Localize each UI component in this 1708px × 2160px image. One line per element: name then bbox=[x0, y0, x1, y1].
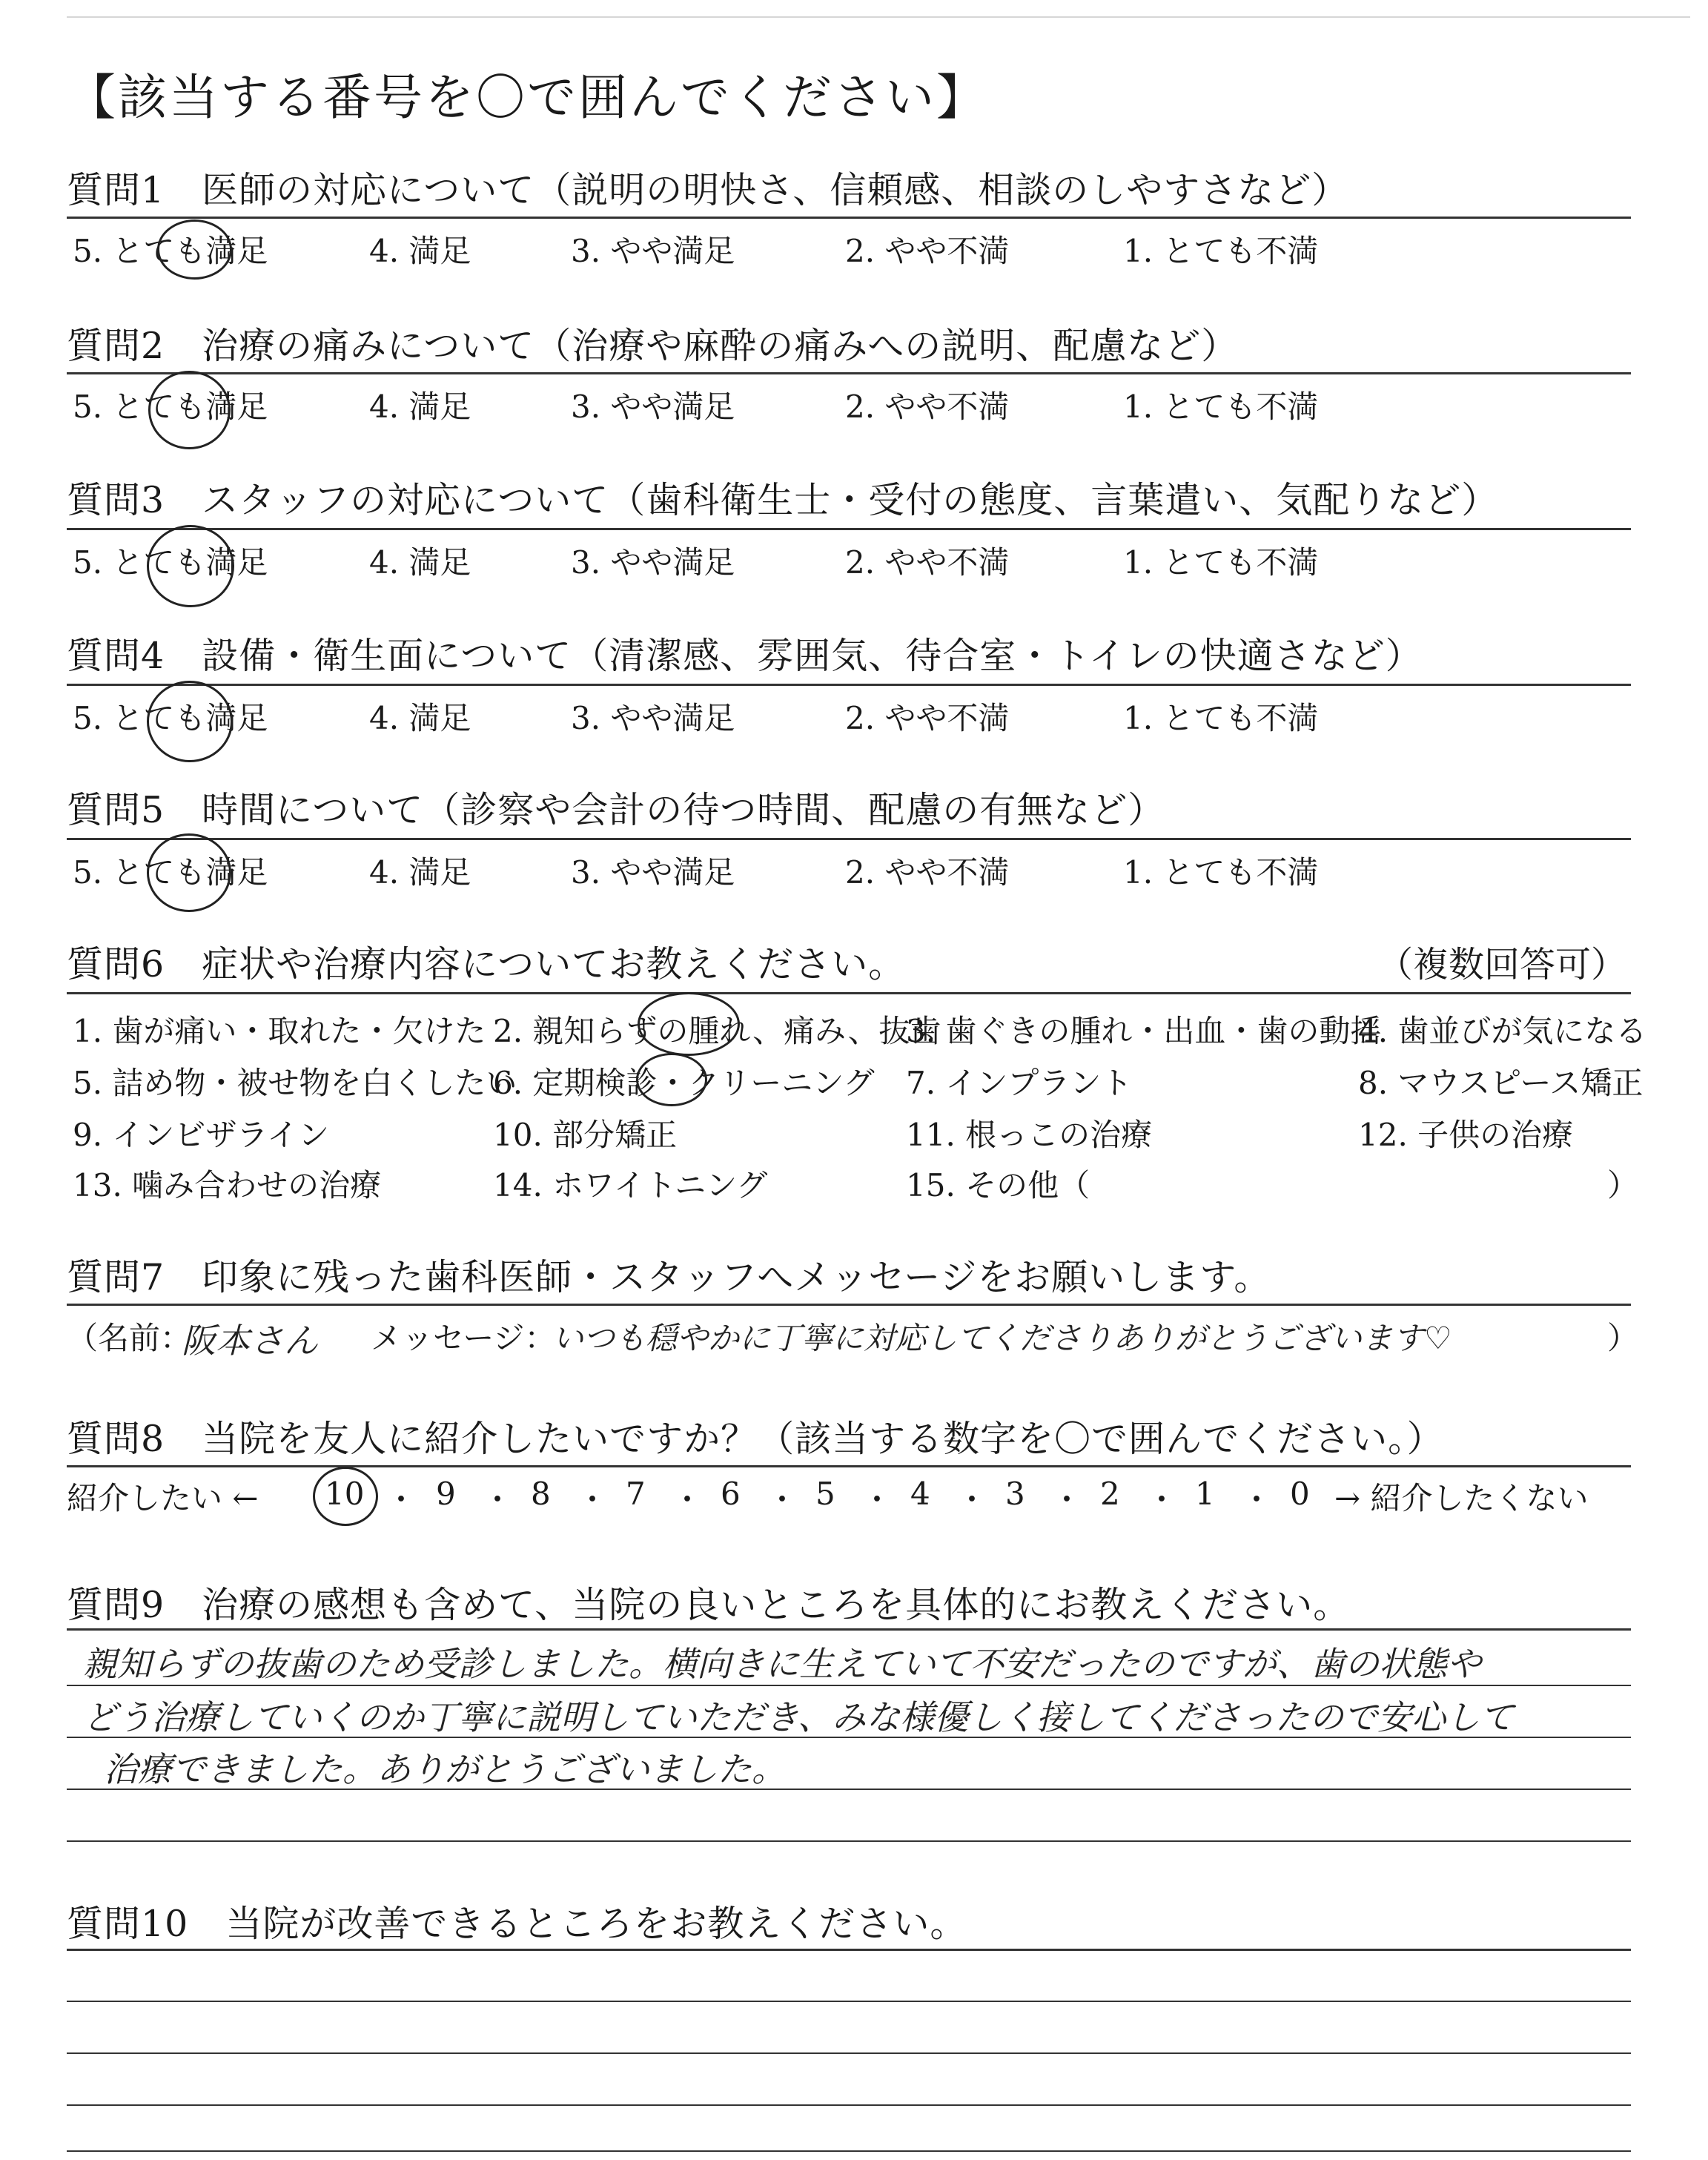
question-10-rule bbox=[67, 1949, 1631, 1951]
q8-scale-0[interactable]: 0 bbox=[1290, 1476, 1310, 1512]
q4-option-3[interactable]: 3. やや満足 bbox=[571, 700, 735, 736]
q6-item-8[interactable]: 8. マウスピース矯正 bbox=[1358, 1065, 1644, 1101]
q9-line bbox=[67, 1685, 1631, 1686]
q6-item-15-close: ） bbox=[1607, 1167, 1639, 1203]
q3-option-3[interactable]: 3. やや満足 bbox=[571, 544, 735, 581]
q2-option-5[interactable]: 5. とても満足 bbox=[73, 389, 268, 425]
q6-item-5[interactable]: 5. 詰め物・被せ物を白くしたい bbox=[73, 1065, 517, 1101]
q9-line bbox=[67, 1737, 1631, 1738]
question-3-rule bbox=[67, 528, 1631, 530]
q1-answer-circle bbox=[157, 219, 232, 280]
q4-answer-circle bbox=[147, 681, 233, 762]
q8-dot: ・ bbox=[672, 1482, 704, 1518]
q6-item-4[interactable]: 4. 歯並びが気になる bbox=[1358, 1013, 1647, 1049]
q9-answer-line-2[interactable]: どう治療していくのか丁寧に説明していただき、みな様優しく接してくださったので安心して bbox=[83, 1697, 1515, 1737]
question-6-title: 質問6 症状や治療内容についてお教えください。 bbox=[67, 943, 906, 985]
q8-scale-5[interactable]: 5 bbox=[815, 1476, 835, 1512]
question-7-title: 質問7 印象に残った歯科医師・スタッフへメッセージをお願いします。 bbox=[67, 1256, 1271, 1298]
q10-line[interactable] bbox=[67, 2052, 1631, 2054]
q6-item-13[interactable]: 13. 噛み合わせの治療 bbox=[73, 1167, 382, 1203]
question-8-title: 質問8 当院を友人に紹介したいですか？（該当する数字を〇で囲んでください。） bbox=[67, 1418, 1444, 1460]
q8-scale-8[interactable]: 8 bbox=[531, 1476, 551, 1512]
q5-option-4[interactable]: 4. 満足 bbox=[369, 854, 471, 891]
q9-line bbox=[67, 1789, 1631, 1790]
q1-option-5[interactable]: 5. とても満足 bbox=[73, 233, 268, 269]
q8-dot: ・ bbox=[1051, 1482, 1083, 1518]
q2-answer-circle bbox=[148, 371, 231, 449]
question-4-rule bbox=[67, 684, 1631, 686]
q7-name-label: （名前： bbox=[67, 1320, 192, 1356]
q8-dot: ・ bbox=[1241, 1482, 1273, 1518]
q6-item-14[interactable]: 14. ホワイトニング bbox=[493, 1167, 768, 1203]
q8-scale-6[interactable]: 6 bbox=[721, 1476, 741, 1512]
q6-item-15[interactable]: 15. その他（ bbox=[906, 1167, 1090, 1203]
q8-dot: ・ bbox=[956, 1482, 988, 1518]
q7-message-label: メッセージ： bbox=[371, 1320, 556, 1356]
q8-answer-circle bbox=[313, 1467, 378, 1526]
question-2-rule bbox=[67, 372, 1631, 374]
q8-dot: ・ bbox=[1146, 1482, 1178, 1518]
q1-option-1[interactable]: 1. とても不満 bbox=[1123, 233, 1319, 269]
q4-option-5[interactable]: 5. とても満足 bbox=[73, 700, 268, 736]
q3-option-5[interactable]: 5. とても満足 bbox=[73, 544, 268, 581]
q6-selected-6-circle bbox=[636, 1053, 707, 1106]
q6-item-10[interactable]: 10. 部分矯正 bbox=[493, 1117, 678, 1153]
q8-right-label: → 紹介したくない bbox=[1334, 1480, 1589, 1516]
q7-message-value[interactable]: いつも穏やかに丁寧に対応してくださりありがとうございます♡ bbox=[552, 1320, 1452, 1356]
question-9-rule bbox=[67, 1628, 1631, 1631]
q2-option-3[interactable]: 3. やや満足 bbox=[571, 389, 735, 425]
q8-scale-9[interactable]: 9 bbox=[436, 1476, 456, 1512]
q8-scale-7[interactable]: 7 bbox=[626, 1476, 646, 1512]
q10-line[interactable] bbox=[67, 2001, 1631, 2002]
q3-option-1[interactable]: 1. とても不満 bbox=[1123, 544, 1319, 581]
q5-option-2[interactable]: 2. やや不満 bbox=[845, 854, 1010, 891]
q6-item-12[interactable]: 12. 子供の治療 bbox=[1358, 1117, 1574, 1153]
question-3-title: 質問3 スタッフの対応について（歯科衛生士・受付の態度、言葉遣い、気配りなど） bbox=[67, 479, 1499, 521]
q10-line[interactable] bbox=[67, 2150, 1631, 2152]
q10-line[interactable] bbox=[67, 2104, 1631, 2106]
q8-dot: ・ bbox=[385, 1482, 417, 1518]
page-heading: 【該当する番号を〇で囲んでください】 bbox=[67, 69, 987, 126]
q6-item-3[interactable]: 3. 歯ぐきの腫れ・出血・歯の動揺 bbox=[906, 1013, 1382, 1049]
question-5-rule bbox=[67, 838, 1631, 840]
q3-answer-circle bbox=[147, 525, 234, 607]
q5-option-5[interactable]: 5. とても満足 bbox=[73, 854, 268, 891]
question-4-title: 質問4 設備・衛生面について（清潔感、雰囲気、待合室・トイレの快適さなど） bbox=[67, 635, 1423, 677]
question-2-title: 質問2 治療の痛みについて（治療や麻酔の痛みへの説明、配慮など） bbox=[67, 325, 1239, 367]
q6-item-11[interactable]: 11. 根っこの治療 bbox=[906, 1117, 1153, 1153]
q8-dot: ・ bbox=[577, 1482, 609, 1518]
q8-scale-3[interactable]: 3 bbox=[1005, 1476, 1025, 1512]
q4-option-1[interactable]: 1. とても不満 bbox=[1123, 700, 1319, 736]
q8-scale-10[interactable]: 10 bbox=[325, 1476, 365, 1512]
q9-answer-line-1[interactable]: 親知らずの抜歯のため受診しました。横向きに生えていて不安だったのですが、歯の状態や bbox=[83, 1644, 1481, 1684]
question-7-rule bbox=[67, 1304, 1631, 1306]
q9-answer-line-3[interactable]: 治療できました。ありがとうございました。 bbox=[104, 1749, 786, 1789]
question-6-rule bbox=[67, 992, 1631, 994]
q8-dot: ・ bbox=[482, 1482, 514, 1518]
question-5-title: 質問5 時間について（診察や会計の待つ時間、配慮の有無など） bbox=[67, 789, 1165, 831]
q5-option-3[interactable]: 3. やや満足 bbox=[571, 854, 735, 891]
q8-dot: ・ bbox=[767, 1482, 798, 1518]
q2-option-1[interactable]: 1. とても不満 bbox=[1123, 389, 1319, 425]
q3-option-4[interactable]: 4. 満足 bbox=[369, 544, 471, 581]
q6-item-2[interactable]: 2. 親知らずの腫れ、痛み、抜歯 bbox=[493, 1013, 941, 1049]
q6-selected-2-circle bbox=[638, 992, 740, 1056]
q2-option-2[interactable]: 2. やや不満 bbox=[845, 389, 1010, 425]
question-1-rule bbox=[67, 217, 1631, 219]
q7-close: ） bbox=[1607, 1320, 1639, 1356]
q6-item-7[interactable]: 7. インプラント bbox=[906, 1065, 1133, 1101]
q9-line bbox=[67, 1840, 1631, 1842]
q8-scale-1[interactable]: 1 bbox=[1195, 1476, 1215, 1512]
q7-name-value[interactable]: 阪本さん bbox=[182, 1321, 318, 1361]
q5-option-1[interactable]: 1. とても不満 bbox=[1123, 854, 1319, 891]
question-6-multi-note: （複数回答可） bbox=[1377, 944, 1626, 985]
q6-item-9[interactable]: 9. インビザライン bbox=[73, 1117, 330, 1153]
q1-option-2[interactable]: 2. やや不満 bbox=[845, 233, 1010, 269]
q6-item-6[interactable]: 6. 定期検診・クリーニング bbox=[493, 1065, 875, 1101]
q8-left-label: 紹介したい ← bbox=[67, 1480, 259, 1516]
q5-answer-circle bbox=[147, 833, 231, 912]
question-9-title: 質問9 治療の感想も含めて、当院の良いところを具体的にお教えください。 bbox=[67, 1584, 1351, 1626]
q3-option-2[interactable]: 2. やや不満 bbox=[845, 544, 1010, 581]
question-8-rule bbox=[67, 1465, 1631, 1467]
q2-option-4[interactable]: 4. 満足 bbox=[369, 389, 471, 425]
question-10-title: 質問10 当院が改善できるところをお教えください。 bbox=[67, 1903, 967, 1945]
q8-scale-4[interactable]: 4 bbox=[910, 1476, 930, 1512]
q8-scale-2[interactable]: 2 bbox=[1100, 1476, 1120, 1512]
q8-dot: ・ bbox=[861, 1482, 893, 1518]
top-rule bbox=[67, 16, 1690, 18]
q1-option-3[interactable]: 3. やや満足 bbox=[571, 233, 735, 269]
q1-option-4[interactable]: 4. 満足 bbox=[369, 233, 471, 269]
q4-option-2[interactable]: 2. やや不満 bbox=[845, 700, 1010, 736]
question-1-title: 質問1 医師の対応について（説明の明快さ、信頼感、相談のしやすさなど） bbox=[67, 169, 1349, 211]
q4-option-4[interactable]: 4. 満足 bbox=[369, 700, 471, 736]
q6-item-1[interactable]: 1. 歯が痛い・取れた・欠けた bbox=[73, 1013, 486, 1049]
